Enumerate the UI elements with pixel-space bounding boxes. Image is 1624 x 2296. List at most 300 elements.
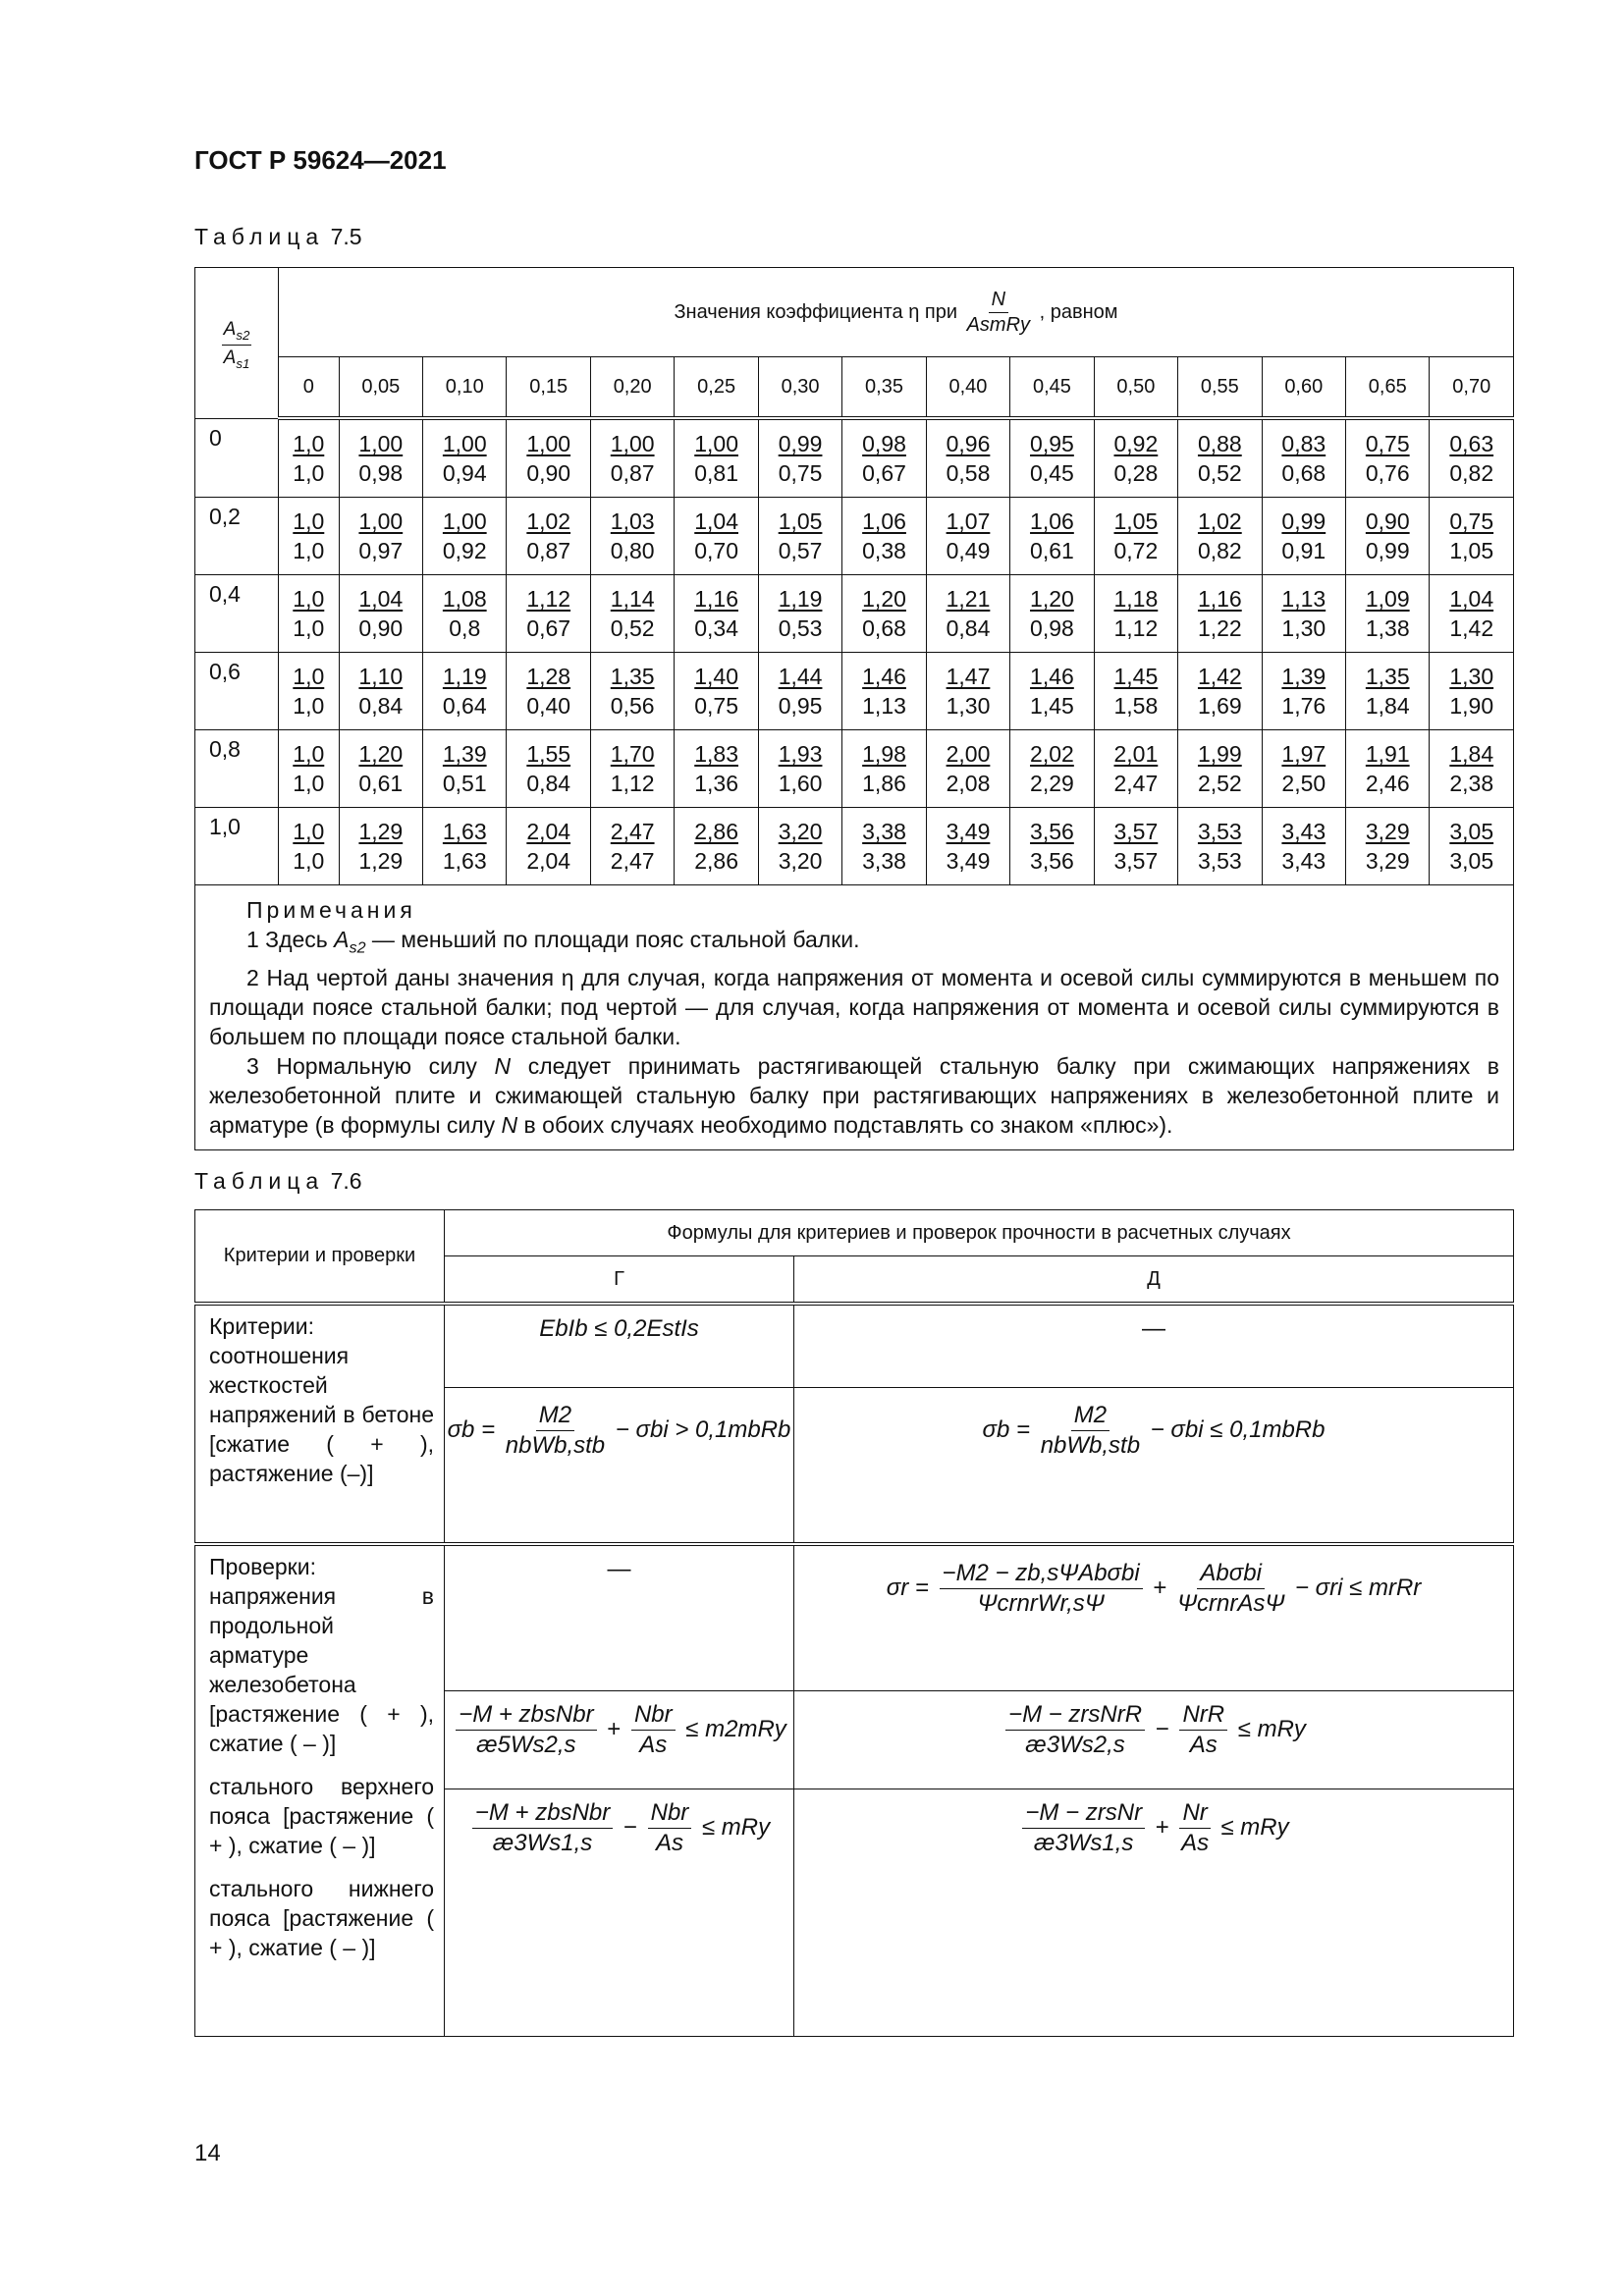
eta-cell <box>1010 730 1094 808</box>
eta-cell <box>1010 575 1094 653</box>
eta-cell <box>423 808 507 885</box>
eta-value-larger-flange: 0,76 <box>1365 460 1410 486</box>
eta-value-larger-flange: 1,90 <box>1449 693 1494 719</box>
eta-value-larger-flange: 1,69 <box>1197 693 1242 719</box>
note-1: 1 Здесь $A_{s2}$ — меньший по площади пояс стальной балки. <box>246 927 860 957</box>
eta-value-smaller-flange: 3,20 <box>778 819 823 844</box>
eta-value-smaller-flange: 1,05 <box>1113 508 1159 534</box>
eta-value-larger-flange: 2,29 <box>1030 771 1074 796</box>
eta-value-larger-flange: 0,53 <box>778 615 823 641</box>
eta-value-larger-flange: 0,34 <box>694 615 738 641</box>
eta-cell <box>675 498 758 575</box>
eta-value-smaller-flange: 1,02 <box>1197 508 1242 534</box>
eta-value-smaller-flange: 0,99 <box>1281 508 1326 534</box>
eta-cell <box>590 730 674 808</box>
eta-value-larger-flange: 0,95 <box>778 693 823 719</box>
eta-cell <box>1262 730 1345 808</box>
eta-value-smaller-flange: 1,47 <box>946 664 991 689</box>
eta-cell <box>279 653 340 730</box>
eta-cell <box>758 498 841 575</box>
eta-cell <box>758 575 841 653</box>
eta-value-smaller-flange: 0,99 <box>778 431 823 456</box>
notes-title: Примечания <box>246 897 416 923</box>
caption-number: 7.6 <box>330 1168 362 1194</box>
eta-cell <box>339 575 422 653</box>
eta-cell <box>339 808 422 885</box>
eta-header: Значения коэффициента η при $\frac{N}{\text{AsmRy}}$ , равном <box>279 268 1514 357</box>
eta-cell <box>1010 498 1094 575</box>
eta-value-smaller-flange: 1,04 <box>358 586 404 612</box>
eta-value-smaller-flange: 0,75 <box>1365 431 1410 456</box>
table-7-6 <box>194 1209 1514 2037</box>
eta-value-larger-flange: 0,97 <box>358 538 404 563</box>
top-flange-formula-d: $\frac{\text{−M − zrsNrR}}{æ3Ws2,s}$ − $\frac{\text{NrR}}{As}$ ≤ mRy <box>794 1691 1514 1789</box>
eta-value-larger-flange: 0,82 <box>1197 538 1242 563</box>
eta-value-smaller-flange: 1,20 <box>1030 586 1074 612</box>
eta-value-larger-flange: 0,80 <box>610 538 655 563</box>
eta-value-smaller-flange: 1,93 <box>778 741 823 767</box>
eta-cell <box>1094 418 1177 498</box>
eta-cell <box>590 418 674 498</box>
eta-value-smaller-flange: 1,83 <box>694 741 738 767</box>
eta-cell <box>926 498 1009 575</box>
eta-value-larger-flange: 0,90 <box>526 460 571 486</box>
checks-title: Проверки: <box>209 1554 316 1579</box>
eta-value-smaller-flange: 1,63 <box>442 819 487 844</box>
eta-value-larger-flange: 0,81 <box>694 460 738 486</box>
row-ratio-label: 1,0 <box>195 808 279 885</box>
eta-cell <box>1178 730 1262 808</box>
eta-value-larger-flange: 1,12 <box>1113 615 1159 641</box>
eta-cell <box>758 730 841 808</box>
eta-value-header: 0,05 <box>339 357 422 419</box>
eta-cell <box>1010 653 1094 730</box>
checks-cell <box>195 1544 445 2037</box>
eta-value-larger-flange: 1,42 <box>1449 615 1494 641</box>
eta-value-larger-flange: 1,13 <box>862 693 906 719</box>
eta-value-smaller-flange: 1,40 <box>694 664 738 689</box>
eta-value-smaller-flange: 3,57 <box>1113 819 1159 844</box>
eta-value-smaller-flange: 1,30 <box>1449 664 1494 689</box>
eta-value-header: 0,50 <box>1094 357 1177 419</box>
criteria-stiffness: соотношения жесткостей <box>209 1343 350 1398</box>
table-row <box>195 498 1514 575</box>
eta-cell <box>507 653 590 730</box>
eta-value-smaller-flange: 1,00 <box>694 431 738 456</box>
eta-cell <box>842 418 926 498</box>
eta-cell <box>1094 653 1177 730</box>
document-code: ГОСТ Р 59624—2021 <box>194 145 447 175</box>
eta-cell <box>675 575 758 653</box>
eta-cell <box>758 653 841 730</box>
eta-value-larger-flange: 0,49 <box>946 538 991 563</box>
page-number: 14 <box>194 2140 221 2166</box>
eta-value-larger-flange: 0,52 <box>1197 460 1242 486</box>
header-fraction: $\frac{N}{\text{AsmRy}}$ <box>966 288 1031 336</box>
eta-cell <box>590 653 674 730</box>
eta-cell <box>423 730 507 808</box>
eta-value-larger-flange: 0,45 <box>1030 460 1074 486</box>
eta-value-header: 0,10 <box>423 357 507 419</box>
eta-value-larger-flange: 0,82 <box>1449 460 1494 486</box>
stiffness-formula-d: — <box>794 1304 1514 1388</box>
eta-value-larger-flange: 1,45 <box>1030 693 1074 719</box>
eta-value-larger-flange: 1,0 <box>293 538 325 563</box>
eta-value-larger-flange: 0,91 <box>1281 538 1326 563</box>
eta-value-smaller-flange: 1,00 <box>442 508 487 534</box>
eta-value-larger-flange: 0,68 <box>1281 460 1326 486</box>
eta-value-smaller-flange: 1,13 <box>1281 586 1326 612</box>
eta-value-smaller-flange: 1,0 <box>293 664 325 689</box>
eta-value-smaller-flange: 1,20 <box>862 586 906 612</box>
eta-value-larger-flange: 1,12 <box>610 771 655 796</box>
eta-value-smaller-flange: 1,16 <box>694 586 738 612</box>
eta-value-larger-flange: 1,0 <box>293 460 325 486</box>
eta-value-larger-flange: 0,8 <box>449 615 481 641</box>
eta-value-smaller-flange: 0,90 <box>1365 508 1410 534</box>
eta-value-smaller-flange: 2,04 <box>526 819 571 844</box>
eta-value-smaller-flange: 2,02 <box>1030 741 1074 767</box>
eta-value-smaller-flange: 1,00 <box>358 508 404 534</box>
eta-value-smaller-flange: 1,39 <box>1281 664 1326 689</box>
eta-cell <box>1262 653 1345 730</box>
eta-value-larger-flange: 0,98 <box>358 460 404 486</box>
caption-word: Таблица <box>194 1168 325 1194</box>
eta-value-smaller-flange: 3,53 <box>1197 819 1242 844</box>
eta-value-larger-flange: 0,75 <box>694 693 738 719</box>
eta-value-larger-flange: 1,30 <box>1281 615 1326 641</box>
eta-value-larger-flange: 1,30 <box>946 693 991 719</box>
bottom-flange-formula-d: $\frac{\text{−M − zrsNr}}{æ3Ws1,s}$ + $\frac{Nr}{As}$ ≤ mRy <box>794 1789 1514 2037</box>
eta-value-smaller-flange: 1,0 <box>293 741 325 767</box>
eta-value-larger-flange: 0,99 <box>1365 538 1410 563</box>
table-row <box>195 808 1514 885</box>
eta-value-header: 0,70 <box>1430 357 1514 419</box>
eta-value-larger-flange: 2,04 <box>526 848 571 874</box>
eta-cell <box>1430 653 1514 730</box>
eta-value-header: 0 <box>279 357 340 419</box>
eta-value-smaller-flange: 0,92 <box>1113 431 1159 456</box>
eta-value-larger-flange: 1,29 <box>358 848 404 874</box>
top-flange-formula-g: $\frac{\text{−M + zbsNbr}}{æ5Ws2,s}$ + $\frac{\text{Nbr}}{As}$ ≤ m2mRy <box>445 1691 794 1789</box>
eta-value-smaller-flange: 1,14 <box>610 586 655 612</box>
note-2: 2 Над чертой даны значения η для случая, когда напряжения от момента и осевой силы суммируются в меньшем по площади поясе стальной балки; под чертой — для случая, когда напряжения от момента и осевой силы суммируются в большем по площади поясе стальной балки. <box>209 964 1499 1049</box>
eta-value-smaller-flange: 1,42 <box>1197 664 1242 689</box>
eta-cell <box>1178 498 1262 575</box>
eta-cell <box>926 653 1009 730</box>
eta-cell <box>339 418 422 498</box>
eta-value-smaller-flange: 1,35 <box>1365 664 1410 689</box>
eta-cell <box>1430 418 1514 498</box>
eta-value-header: 0,60 <box>1262 357 1345 419</box>
eta-value-larger-flange: 0,67 <box>526 615 571 641</box>
eta-value-larger-flange: 2,08 <box>946 771 991 796</box>
eta-value-header: 0,55 <box>1178 357 1262 419</box>
eta-value-larger-flange: 1,60 <box>778 771 823 796</box>
eta-cell <box>842 498 926 575</box>
eta-cell <box>926 808 1009 885</box>
row-ratio-label: 0,6 <box>195 653 279 730</box>
eta-value-smaller-flange: 3,56 <box>1030 819 1074 844</box>
eta-value-larger-flange: 0,94 <box>442 460 487 486</box>
concrete-stress-formula-d: σb = $\frac{M2}{\text{nbWb,stb}}$ − σbi ≤ 0,1mbRb <box>794 1388 1514 1545</box>
eta-value-smaller-flange: 3,05 <box>1449 819 1494 844</box>
eta-value-larger-flange: 0,92 <box>442 538 487 563</box>
row-ratio-label: 0,4 <box>195 575 279 653</box>
eta-value-smaller-flange: 1,55 <box>526 741 571 767</box>
eta-cell <box>1178 653 1262 730</box>
eta-value-smaller-flange: 0,96 <box>946 431 991 456</box>
eta-value-larger-flange: 3,49 <box>946 848 991 874</box>
table-7-5 <box>194 267 1514 1150</box>
eta-value-larger-flange: 1,0 <box>293 615 325 641</box>
eta-value-larger-flange: 0,67 <box>862 460 906 486</box>
eta-cell <box>1430 808 1514 885</box>
stiffness-formula-g: EbIb ≤ 0,2EstIs <box>445 1304 794 1388</box>
eta-cell <box>1346 575 1430 653</box>
eta-value-larger-flange: 0,87 <box>610 460 655 486</box>
bottom-flange-formula-g: $\frac{\text{−M + zbsNbr}}{æ3Ws1,s}$ − $\frac{\text{Nbr}}{As}$ ≤ mRy <box>445 1789 794 2037</box>
eta-value-smaller-flange: 0,75 <box>1449 508 1494 534</box>
eta-value-larger-flange: 0,87 <box>526 538 571 563</box>
eta-cell <box>1346 418 1430 498</box>
eta-cell <box>507 730 590 808</box>
eta-value-smaller-flange: 1,21 <box>946 586 991 612</box>
eta-value-smaller-flange: 1,06 <box>1030 508 1074 534</box>
eta-cell <box>339 653 422 730</box>
criteria-cell <box>195 1304 445 1544</box>
eta-value-smaller-flange: 1,28 <box>526 664 571 689</box>
eta-value-smaller-flange: 1,12 <box>526 586 571 612</box>
eta-value-larger-flange: 0,84 <box>358 693 404 719</box>
eta-cell <box>1346 653 1430 730</box>
eta-value-smaller-flange: 1,06 <box>862 508 906 534</box>
eta-value-larger-flange: 0,98 <box>1030 615 1074 641</box>
eta-value-smaller-flange: 1,08 <box>442 586 487 612</box>
eta-cell <box>1346 808 1430 885</box>
eta-cell <box>1010 808 1094 885</box>
eta-value-larger-flange: 0,38 <box>862 538 906 563</box>
eta-value-smaller-flange: 1,0 <box>293 508 325 534</box>
eta-value-smaller-flange: 1,0 <box>293 819 325 844</box>
table-row <box>195 575 1514 653</box>
eta-value-larger-flange: 1,0 <box>293 848 325 874</box>
eta-value-larger-flange: 0,51 <box>442 771 487 796</box>
eta-value-smaller-flange: 1,05 <box>778 508 823 534</box>
eta-value-smaller-flange: 1,19 <box>442 664 487 689</box>
eta-cell <box>590 498 674 575</box>
eta-cell <box>423 575 507 653</box>
eta-cell <box>1094 808 1177 885</box>
eta-value-larger-flange: 3,05 <box>1449 848 1494 874</box>
eta-value-smaller-flange: 1,0 <box>293 431 325 456</box>
eta-value-larger-flange: 1,63 <box>442 848 487 874</box>
eta-value-larger-flange: 0,84 <box>946 615 991 641</box>
eta-value-smaller-flange: 1,00 <box>442 431 487 456</box>
eta-cell <box>926 418 1009 498</box>
eta-cell <box>1262 575 1345 653</box>
notes-cell <box>195 885 1514 1150</box>
eta-value-larger-flange: 0,70 <box>694 538 738 563</box>
eta-cell <box>423 653 507 730</box>
table-7-5-caption <box>194 224 362 250</box>
eta-cell <box>1094 730 1177 808</box>
eta-value-smaller-flange: 3,43 <box>1281 819 1326 844</box>
eta-value-smaller-flange: 1,97 <box>1281 741 1326 767</box>
eta-value-larger-flange: 0,75 <box>778 460 823 486</box>
eta-cell <box>1262 418 1345 498</box>
eta-value-larger-flange: 0,61 <box>358 771 404 796</box>
eta-cell <box>758 418 841 498</box>
eta-value-smaller-flange: 1,10 <box>358 664 404 689</box>
eta-cell <box>926 730 1009 808</box>
eta-value-smaller-flange: 1,00 <box>358 431 404 456</box>
table-row <box>195 418 1514 498</box>
eta-cell <box>507 418 590 498</box>
ratio-corner-cell <box>195 268 279 419</box>
caption-number: 7.5 <box>330 224 362 249</box>
eta-cell <box>507 808 590 885</box>
formulas-group-header: Формулы для критериев и проверок прочности в расчетных случаях <box>445 1210 1514 1256</box>
eta-value-smaller-flange: 1,03 <box>610 508 655 534</box>
eta-cell <box>279 575 340 653</box>
eta-value-header: 0,15 <box>507 357 590 419</box>
eta-value-larger-flange: 1,0 <box>293 771 325 796</box>
eta-cell <box>1178 575 1262 653</box>
eta-cell <box>1262 498 1345 575</box>
eta-value-smaller-flange: 3,38 <box>862 819 906 844</box>
eta-cell <box>926 575 1009 653</box>
eta-value-smaller-flange: 1,99 <box>1197 741 1242 767</box>
eta-value-larger-flange: 0,58 <box>946 460 991 486</box>
eta-value-smaller-flange: 1,00 <box>610 431 655 456</box>
eta-value-smaller-flange: 1,91 <box>1365 741 1410 767</box>
eta-cell <box>1430 498 1514 575</box>
eta-value-larger-flange: 0,28 <box>1113 460 1159 486</box>
eta-value-header: 0,20 <box>590 357 674 419</box>
eta-value-smaller-flange: 0,83 <box>1281 431 1326 456</box>
eta-value-smaller-flange: 1,04 <box>694 508 738 534</box>
eta-values-row <box>195 357 1514 419</box>
eta-value-smaller-flange: 0,95 <box>1030 431 1074 456</box>
eta-cell <box>1010 418 1094 498</box>
eta-value-header: 0,30 <box>758 357 841 419</box>
eta-cell <box>758 808 841 885</box>
eta-cell <box>1346 498 1430 575</box>
concrete-stress-formula-g: σb = $\frac{M2}{\text{nbWb,stb}}$ − σbi > 0,1mbRb <box>445 1388 794 1545</box>
eta-value-larger-flange: 1,76 <box>1281 693 1326 719</box>
eta-value-larger-flange: 1,05 <box>1449 538 1494 563</box>
criteria-header: Критерии и проверки <box>195 1210 445 1305</box>
eta-value-larger-flange: 2,52 <box>1197 771 1242 796</box>
eta-value-smaller-flange: 1,09 <box>1365 586 1410 612</box>
case-g-header: Г <box>445 1256 794 1305</box>
eta-cell <box>675 808 758 885</box>
eta-value-smaller-flange: 2,01 <box>1113 741 1159 767</box>
eta-value-larger-flange: 3,56 <box>1030 848 1074 874</box>
eta-cell <box>423 418 507 498</box>
eta-value-smaller-flange: 1,02 <box>526 508 571 534</box>
eta-value-larger-flange: 1,84 <box>1365 693 1410 719</box>
check-bottom-flange: стального нижнего пояса [растяжение ( + ), сжатие ( – )] <box>209 1876 434 1960</box>
criteria-concrete-stress: напряжений в бетоне [сжатие ( + ), растяжение (–)] <box>209 1402 434 1486</box>
eta-cell <box>842 653 926 730</box>
eta-cell <box>339 498 422 575</box>
eta-value-larger-flange: 1,36 <box>694 771 738 796</box>
check-rebar: напряжения в продольной арматуре железобетона [растяжение ( + ), сжатие ( – )] <box>209 1583 434 1756</box>
eta-value-larger-flange: 1,0 <box>293 693 325 719</box>
eta-cell <box>590 575 674 653</box>
eta-cell <box>279 498 340 575</box>
eta-value-smaller-flange: 0,88 <box>1197 431 1242 456</box>
table-row <box>195 653 1514 730</box>
eta-cell <box>1262 808 1345 885</box>
eta-value-larger-flange: 2,86 <box>694 848 738 874</box>
eta-value-larger-flange: 2,47 <box>1113 771 1159 796</box>
eta-value-larger-flange: 0,64 <box>442 693 487 719</box>
check-top-flange: стального верхнего пояса [растяжение ( + ), сжатие ( – )] <box>209 1774 434 1858</box>
row-ratio-label: 0 <box>195 418 279 498</box>
eta-cell <box>675 653 758 730</box>
eta-value-smaller-flange: 1,04 <box>1449 586 1494 612</box>
eta-value-header: 0,45 <box>1010 357 1094 419</box>
eta-value-larger-flange: 2,46 <box>1365 771 1410 796</box>
eta-value-larger-flange: 0,52 <box>610 615 655 641</box>
eta-value-larger-flange: 1,38 <box>1365 615 1410 641</box>
eta-value-smaller-flange: 1,07 <box>946 508 991 534</box>
eta-value-larger-flange: 0,72 <box>1113 538 1159 563</box>
eta-value-larger-flange: 1,58 <box>1113 693 1159 719</box>
eta-value-smaller-flange: 1,0 <box>293 586 325 612</box>
eta-cell <box>590 808 674 885</box>
eta-value-smaller-flange: 1,18 <box>1113 586 1159 612</box>
eta-value-smaller-flange: 1,19 <box>778 586 823 612</box>
eta-cell <box>842 575 926 653</box>
eta-value-header: 0,65 <box>1346 357 1430 419</box>
eta-value-larger-flange: 0,90 <box>358 615 404 641</box>
eta-value-header: 0,40 <box>926 357 1009 419</box>
eta-value-larger-flange: 0,61 <box>1030 538 1074 563</box>
eta-value-larger-flange: 3,43 <box>1281 848 1326 874</box>
eta-value-smaller-flange: 1,35 <box>610 664 655 689</box>
eta-cell <box>1094 575 1177 653</box>
eta-value-smaller-flange: 1,70 <box>610 741 655 767</box>
eta-value-smaller-flange: 0,98 <box>862 431 906 456</box>
case-d-header: Д <box>794 1256 1514 1305</box>
eta-cell <box>1178 418 1262 498</box>
eta-value-smaller-flange: 2,47 <box>610 819 655 844</box>
rebar-formula-d: σr = $\frac{\text{−M2 − zb,sΨAbσbi}}{\text{ΨcrnrWr,sΨ}}$ + $\frac{\text{Abσbi}}{\text{ΨcrnrAsΨ}}$ − σri ≤ mrRr <box>794 1544 1514 1691</box>
eta-value-smaller-flange: 1,84 <box>1449 741 1494 767</box>
eta-value-larger-flange: 2,50 <box>1281 771 1326 796</box>
eta-value-smaller-flange: 1,98 <box>862 741 906 767</box>
note-3: 3 Нормальную силу N следует принимать растягивающей стальную балку при сжимающих напряжениях в железобетонной плите и сжимающей стальную балку при растягивающих напряжениях в железобетонной плите и арматуре (в формулы силу N в обоих случаях необходимо подставлять со знаком «плюс»). <box>209 1052 1500 1138</box>
eta-value-smaller-flange: 1,45 <box>1113 664 1159 689</box>
eta-value-smaller-flange: 3,29 <box>1365 819 1410 844</box>
eta-value-smaller-flange: 1,00 <box>526 431 571 456</box>
eta-cell <box>423 498 507 575</box>
eta-value-larger-flange: 3,38 <box>862 848 906 874</box>
eta-value-smaller-flange: 1,16 <box>1197 586 1242 612</box>
eta-cell <box>507 498 590 575</box>
table-7-5-body <box>195 418 1514 885</box>
eta-value-smaller-flange: 1,29 <box>358 819 404 844</box>
eta-value-larger-flange: 3,29 <box>1365 848 1410 874</box>
eta-value-larger-flange: 1,22 <box>1197 615 1242 641</box>
eta-value-smaller-flange: 1,44 <box>778 664 823 689</box>
eta-value-smaller-flange: 2,00 <box>946 741 991 767</box>
eta-value-larger-flange: 0,84 <box>526 771 571 796</box>
